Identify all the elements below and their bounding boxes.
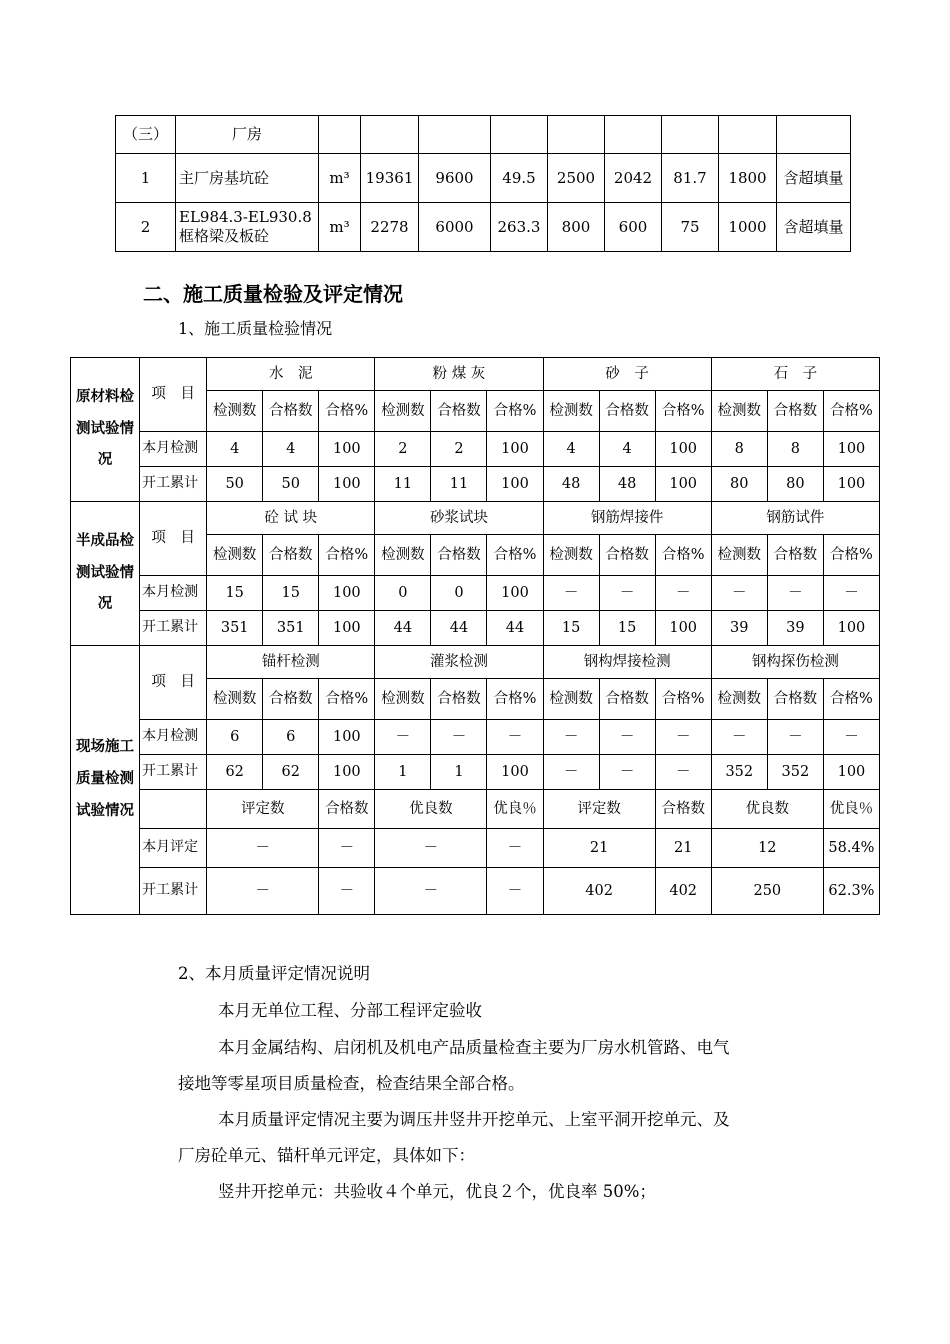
month-value: 6 <box>263 720 319 755</box>
evaluation-header: 优良％ <box>487 790 543 829</box>
paragraph-4: 竖井开挖单元：共验收４个单元，优良２个，优良率 50%； <box>218 1182 656 1201</box>
cumulative-value: － <box>543 755 599 790</box>
progress-table <box>115 115 851 252</box>
check-count-header: 检测数 <box>711 535 767 576</box>
cumulative-value: 1 <box>375 755 431 790</box>
cumulative-value: 352 <box>767 755 823 790</box>
evaluation-total-value: － <box>487 868 543 915</box>
month-value: 8 <box>767 432 823 467</box>
check-count-header: 检测数 <box>543 535 599 576</box>
pass-count-header: 合格数 <box>263 391 319 432</box>
cumulative-value: 351 <box>207 611 263 646</box>
pass-count-header: 合格数 <box>599 391 655 432</box>
pass-rate-header: 合格% <box>655 391 711 432</box>
category-header: 砂 子 <box>543 358 711 391</box>
pass-rate-header: 合格% <box>319 391 375 432</box>
pass-rate-header: 合格% <box>487 535 543 576</box>
category-header: 粉 煤 灰 <box>375 358 543 391</box>
evaluation-value: － <box>207 829 319 868</box>
cumulative-value: 15 <box>599 611 655 646</box>
month-value: 0 <box>431 576 487 611</box>
check-count-header: 检测数 <box>543 391 599 432</box>
progress-cell-c6: 81.7 <box>662 154 719 203</box>
category-header-row <box>71 502 880 535</box>
blank-cell <box>140 790 207 829</box>
check-count-header: 检测数 <box>375 391 431 432</box>
paragraph-3-line-2: 厂房砼单元、锚杆单元评定，具体如下： <box>178 1146 475 1165</box>
progress-cell-c1 <box>361 116 419 154</box>
cumulative-value: 351 <box>263 611 319 646</box>
check-count-header: 检测数 <box>711 391 767 432</box>
cumulative-value: 352 <box>711 755 767 790</box>
pass-rate-header: 合格% <box>823 391 879 432</box>
pass-count-header: 合格数 <box>263 679 319 720</box>
cumulative-label: 开工累计 <box>140 755 207 790</box>
progress-cell-c3: 49.5 <box>491 154 548 203</box>
progress-cell-c3: 263.3 <box>491 203 548 252</box>
progress-cell-c1: 2278 <box>361 203 419 252</box>
evaluation-total-value: 62.3% <box>823 868 879 915</box>
paragraph-2-line-1: 本月金属结构、启闭机及机电产品质量检查主要为厂房水机管路、电气 <box>218 1038 730 1057</box>
progress-cell-no: 1 <box>116 154 176 203</box>
progress-cell-c5: 2042 <box>605 154 662 203</box>
evaluation-total-value: － <box>319 868 375 915</box>
month-value: － <box>711 720 767 755</box>
evaluation-header: 优良％ <box>823 790 879 829</box>
cumulative-value: 15 <box>543 611 599 646</box>
check-count-header: 检测数 <box>207 391 263 432</box>
month-value: 100 <box>487 432 543 467</box>
month-value: 0 <box>375 576 431 611</box>
cumulative-value: 80 <box>767 467 823 502</box>
month-value: 4 <box>543 432 599 467</box>
cumulative-value: 80 <box>711 467 767 502</box>
cumulative-value: － <box>599 755 655 790</box>
progress-cell-unit: m³ <box>319 154 361 203</box>
group-title: 现场施工质量检测试验情况 <box>71 646 140 915</box>
progress-cell-no: 2 <box>116 203 176 252</box>
month-value: 4 <box>263 432 319 467</box>
month-value: － <box>655 720 711 755</box>
month-value: － <box>655 576 711 611</box>
evaluation-header: 评定数 <box>543 790 655 829</box>
cumulative-value: 62 <box>207 755 263 790</box>
cumulative-value: 48 <box>543 467 599 502</box>
month-value: 100 <box>655 432 711 467</box>
pass-count-header: 合格数 <box>599 679 655 720</box>
evaluation-total-value: 250 <box>711 868 823 915</box>
pass-rate-header: 合格% <box>823 535 879 576</box>
cumulative-label: 开工累计 <box>140 467 207 502</box>
check-count-header: 检测数 <box>711 679 767 720</box>
check-count-header: 检测数 <box>375 679 431 720</box>
cumulative-value: 11 <box>375 467 431 502</box>
progress-cell-c2 <box>419 116 491 154</box>
month-value: 6 <box>207 720 263 755</box>
cumulative-label: 开工累计 <box>140 611 207 646</box>
cumulative-value: 62 <box>263 755 319 790</box>
pass-rate-header: 合格% <box>655 535 711 576</box>
progress-cell-name: EL984.3-EL930.8框格梁及板砼 <box>176 203 319 252</box>
category-header: 石 子 <box>711 358 879 391</box>
progress-cell-name: 主厂房基坑砼 <box>176 154 319 203</box>
month-value: － <box>711 576 767 611</box>
evaluation-value: － <box>375 829 487 868</box>
progress-row <box>116 203 851 252</box>
category-header-row <box>71 646 880 679</box>
progress-cell-c4: 2500 <box>548 154 605 203</box>
evaluation-header: 合格数 <box>655 790 711 829</box>
item-label: 项 目 <box>140 646 207 720</box>
category-header: 水 泥 <box>207 358 375 391</box>
month-value: 15 <box>207 576 263 611</box>
evaluation-header: 评定数 <box>207 790 319 829</box>
month-value: 15 <box>263 576 319 611</box>
month-value: － <box>543 720 599 755</box>
cumulative-value: 100 <box>823 611 879 646</box>
evaluation-value: － <box>487 829 543 868</box>
cumulative-value: 100 <box>823 467 879 502</box>
month-value: 100 <box>487 576 543 611</box>
progress-cell-c3 <box>491 116 548 154</box>
pass-rate-header: 合格% <box>655 679 711 720</box>
cumulative-value: 100 <box>655 611 711 646</box>
month-value: 100 <box>319 720 375 755</box>
month-value: － <box>767 720 823 755</box>
month-value: － <box>599 576 655 611</box>
evaluation-total-value: 402 <box>655 868 711 915</box>
month-value: － <box>487 720 543 755</box>
cumulative-value: 50 <box>207 467 263 502</box>
progress-cell-c6: 75 <box>662 203 719 252</box>
cumulative-value: 100 <box>823 755 879 790</box>
cumulative-value: 39 <box>767 611 823 646</box>
check-count-header: 检测数 <box>375 535 431 576</box>
month-value: 2 <box>431 432 487 467</box>
this-month-label: 本月检测 <box>140 432 207 467</box>
cumulative-value: 48 <box>599 467 655 502</box>
month-value: － <box>767 576 823 611</box>
month-row <box>71 720 880 755</box>
eval-month-label: 本月评定 <box>140 829 207 868</box>
month-value: 4 <box>207 432 263 467</box>
month-value: 100 <box>319 432 375 467</box>
month-row <box>71 576 880 611</box>
cumulative-value: 44 <box>431 611 487 646</box>
check-count-header: 检测数 <box>207 535 263 576</box>
cumulative-value: 100 <box>487 467 543 502</box>
evaluation-header: 优良数 <box>711 790 823 829</box>
evaluation-header: 优良数 <box>375 790 487 829</box>
pass-rate-header: 合格% <box>487 391 543 432</box>
pass-count-header: 合格数 <box>431 679 487 720</box>
cumulative-row <box>71 611 880 646</box>
month-value: 8 <box>711 432 767 467</box>
evaluation-value: 21 <box>543 829 655 868</box>
category-header: 砼 试 块 <box>207 502 375 535</box>
progress-cell-c7 <box>719 116 777 154</box>
category-header-row <box>71 358 880 391</box>
category-header: 钢筋焊接件 <box>543 502 711 535</box>
quality-inspection-table <box>70 357 880 915</box>
category-header: 钢筋试件 <box>711 502 879 535</box>
month-value: － <box>431 720 487 755</box>
month-value: － <box>543 576 599 611</box>
category-header: 钢构焊接检测 <box>543 646 711 679</box>
evaluation-total-value: － <box>375 868 487 915</box>
pass-rate-header: 合格% <box>319 679 375 720</box>
progress-cell-name: 厂房 <box>176 116 319 154</box>
cumulative-value: 100 <box>655 467 711 502</box>
month-value: 4 <box>599 432 655 467</box>
category-header: 灌浆检测 <box>375 646 543 679</box>
pass-rate-header: 合格% <box>487 679 543 720</box>
progress-row <box>116 154 851 203</box>
pass-count-header: 合格数 <box>767 535 823 576</box>
pass-count-header: 合格数 <box>431 535 487 576</box>
paragraph-2-line-2: 接地等零星项目质量检查，检查结果全部合格。 <box>178 1074 525 1093</box>
progress-cell-c2: 9600 <box>419 154 491 203</box>
pass-rate-header: 合格% <box>823 679 879 720</box>
progress-cell-c1: 19361 <box>361 154 419 203</box>
this-month-label: 本月检测 <box>140 720 207 755</box>
month-value: － <box>823 720 879 755</box>
check-count-header: 检测数 <box>543 679 599 720</box>
progress-cell-c5 <box>605 116 662 154</box>
evaluation-total-value: － <box>207 868 319 915</box>
this-month-label: 本月检测 <box>140 576 207 611</box>
cumulative-value: 44 <box>487 611 543 646</box>
month-row <box>71 432 880 467</box>
evaluation-total-value: 402 <box>543 868 655 915</box>
evaluation-value: 58.4% <box>823 829 879 868</box>
progress-cell-note: 含超填量 <box>777 203 851 252</box>
progress-cell-unit <box>319 116 361 154</box>
item-label: 项 目 <box>140 502 207 576</box>
evaluation-total-row <box>71 868 880 915</box>
paragraph-1: 本月无单位工程、分部工程评定验收 <box>218 1001 482 1020</box>
month-value: － <box>599 720 655 755</box>
category-header: 锚杆检测 <box>207 646 375 679</box>
category-header: 砂浆试块 <box>375 502 543 535</box>
month-value: 100 <box>823 432 879 467</box>
cumulative-value: 1 <box>431 755 487 790</box>
pass-count-header: 合格数 <box>263 535 319 576</box>
progress-row <box>116 116 851 154</box>
cumulative-value: 100 <box>319 611 375 646</box>
item-label: 项 目 <box>140 358 207 432</box>
progress-cell-unit: m³ <box>319 203 361 252</box>
month-value: 2 <box>375 432 431 467</box>
group-title: 半成品检测试验情况 <box>71 502 140 646</box>
progress-cell-note <box>777 116 851 154</box>
group-title: 原材料检测试验情况 <box>71 358 140 502</box>
cumulative-value: － <box>655 755 711 790</box>
cumulative-value: 44 <box>375 611 431 646</box>
progress-cell-c4 <box>548 116 605 154</box>
pass-count-header: 合格数 <box>767 679 823 720</box>
progress-cell-c6 <box>662 116 719 154</box>
progress-cell-c4: 800 <box>548 203 605 252</box>
evaluation-month-row <box>71 829 880 868</box>
pass-count-header: 合格数 <box>767 391 823 432</box>
cumulative-value: 50 <box>263 467 319 502</box>
progress-cell-c7: 1800 <box>719 154 777 203</box>
evaluation-value: 12 <box>711 829 823 868</box>
evaluation-header-row <box>71 790 880 829</box>
evaluation-value: 21 <box>655 829 711 868</box>
cumulative-value: 100 <box>319 467 375 502</box>
evaluation-header: 合格数 <box>319 790 375 829</box>
category-header: 钢构探伤检测 <box>711 646 879 679</box>
pass-count-header: 合格数 <box>431 391 487 432</box>
subsection-title-2: 2、本月质量评定情况说明 <box>178 964 370 983</box>
month-value: － <box>823 576 879 611</box>
section-title: 二、施工质量检验及评定情况 <box>143 282 403 306</box>
progress-cell-c2: 6000 <box>419 203 491 252</box>
cumulative-value: 100 <box>319 755 375 790</box>
cumulative-row <box>71 755 880 790</box>
cumulative-label: 开工累计 <box>140 868 207 915</box>
cumulative-value: 11 <box>431 467 487 502</box>
cumulative-value: 39 <box>711 611 767 646</box>
month-value: 100 <box>319 576 375 611</box>
check-count-header: 检测数 <box>207 679 263 720</box>
evaluation-value: － <box>319 829 375 868</box>
progress-cell-c7: 1000 <box>719 203 777 252</box>
progress-cell-note: 含超填量 <box>777 154 851 203</box>
subsection-title-1: 1、施工质量检验情况 <box>178 319 333 338</box>
paragraph-3-line-1: 本月质量评定情况主要为调压井竖井开挖单元、上室平洞开挖单元、及 <box>218 1110 730 1129</box>
cumulative-row <box>71 467 880 502</box>
pass-rate-header: 合格% <box>319 535 375 576</box>
month-value: － <box>375 720 431 755</box>
progress-cell-c5: 600 <box>605 203 662 252</box>
cumulative-value: 100 <box>487 755 543 790</box>
pass-count-header: 合格数 <box>599 535 655 576</box>
progress-cell-no: （三） <box>116 116 176 154</box>
